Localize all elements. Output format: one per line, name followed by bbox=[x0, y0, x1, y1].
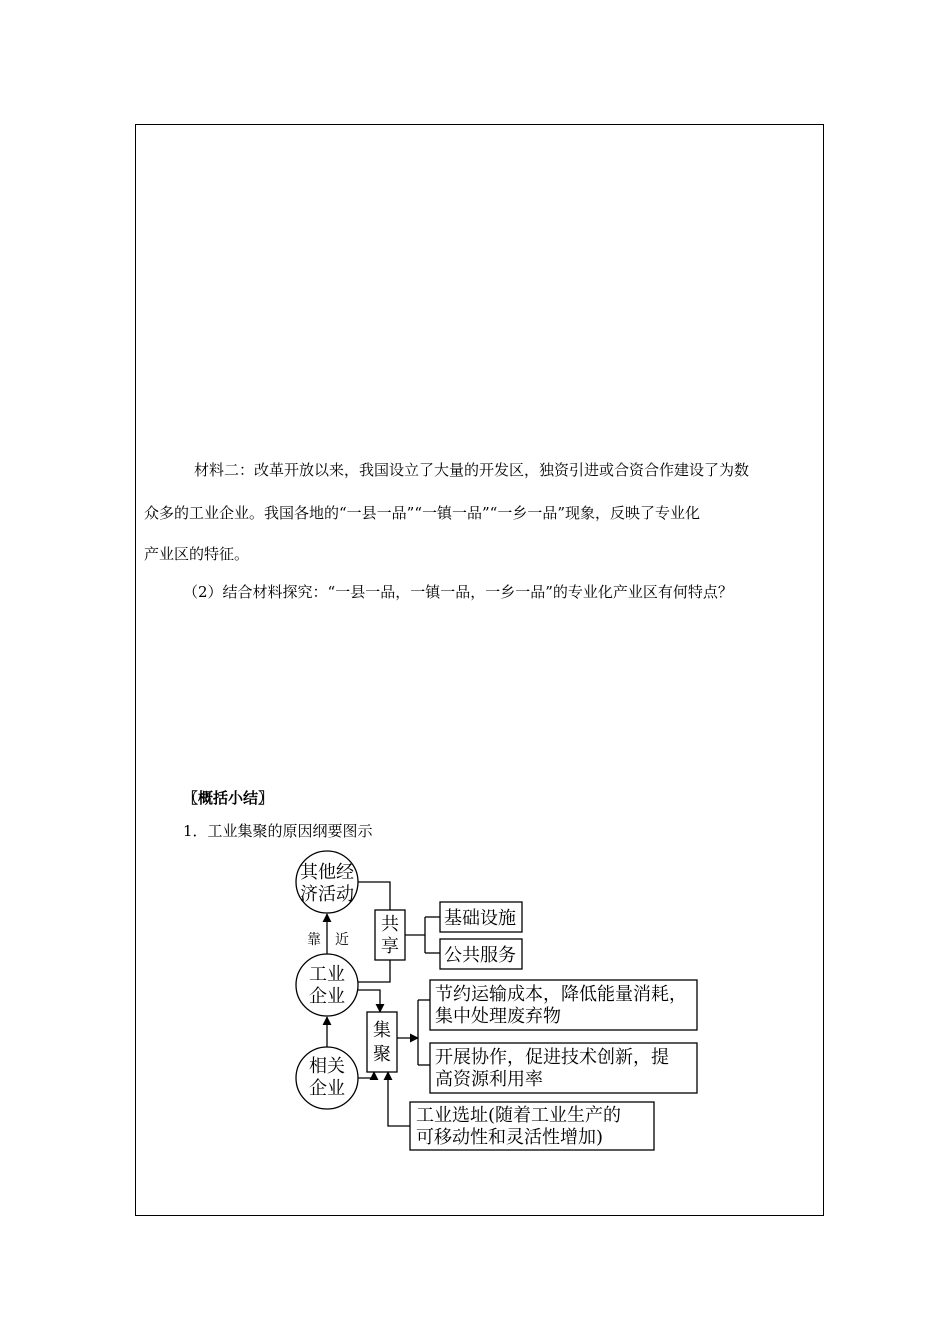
cluster-box-line2: 聚 bbox=[373, 1044, 391, 1065]
location-line1: 工业选址(随着工业生产的 bbox=[416, 1105, 622, 1126]
circle-other-line2: 济活动 bbox=[300, 884, 354, 905]
circle-industry-line1: 工业 bbox=[309, 964, 345, 985]
share-box-line1: 共 bbox=[381, 914, 399, 935]
material2-line3: 产业区的特征。 bbox=[144, 545, 250, 563]
summary-heading: 〖概括小结〗 bbox=[183, 789, 274, 807]
material2-line1: 材料二：改革开放以来，我国设立了大量的开发区，独资引进或合资合作建设了为数 bbox=[194, 461, 750, 479]
benefit1-line2: 集中处理废弃物 bbox=[435, 1006, 561, 1027]
circle-other-line1: 其他经 bbox=[300, 862, 354, 883]
infrastructure-text: 基础设施 bbox=[444, 908, 516, 929]
near-label-1: 靠 bbox=[307, 932, 321, 948]
circle-related-line2: 企业 bbox=[309, 1078, 345, 1099]
circle-related-line1: 相关 bbox=[309, 1056, 345, 1077]
circle-industry-line2: 企业 bbox=[309, 986, 345, 1007]
connector-other-to-share bbox=[358, 882, 390, 910]
arrow-related-to-cluster bbox=[358, 1072, 374, 1078]
arrow-location-to-cluster bbox=[388, 1072, 410, 1126]
cluster-box-line1: 集 bbox=[373, 1020, 391, 1041]
share-box-line2: 享 bbox=[381, 936, 399, 957]
question-2: （2）结合材料探究：“一县一品，一镇一品，一乡一品”的专业化产业区有何特点？ bbox=[183, 583, 733, 601]
near-label-2: 近 bbox=[335, 932, 349, 948]
arrow-industry-to-cluster bbox=[358, 990, 380, 1012]
material2-line2: 众多的工业企业。我国各地的“一县一品”“一镇一品”“一乡一品”现象，反映了专业化 bbox=[144, 504, 701, 522]
public-service-text: 公共服务 bbox=[444, 945, 516, 966]
summary-item-1: 1．工业集聚的原因纲要图示 bbox=[183, 822, 373, 840]
benefit2-line2: 高资源利用率 bbox=[435, 1069, 543, 1090]
industrial-cluster-diagram bbox=[290, 850, 710, 1160]
location-line2: 可移动性和灵活性增加) bbox=[416, 1127, 604, 1148]
benefit1-line1: 节约运输成本，降低能量消耗， bbox=[435, 984, 687, 1005]
benefit2-line1: 开展协作，促进技术创新，提 bbox=[435, 1047, 669, 1068]
connector-industry-to-share bbox=[358, 960, 390, 982]
